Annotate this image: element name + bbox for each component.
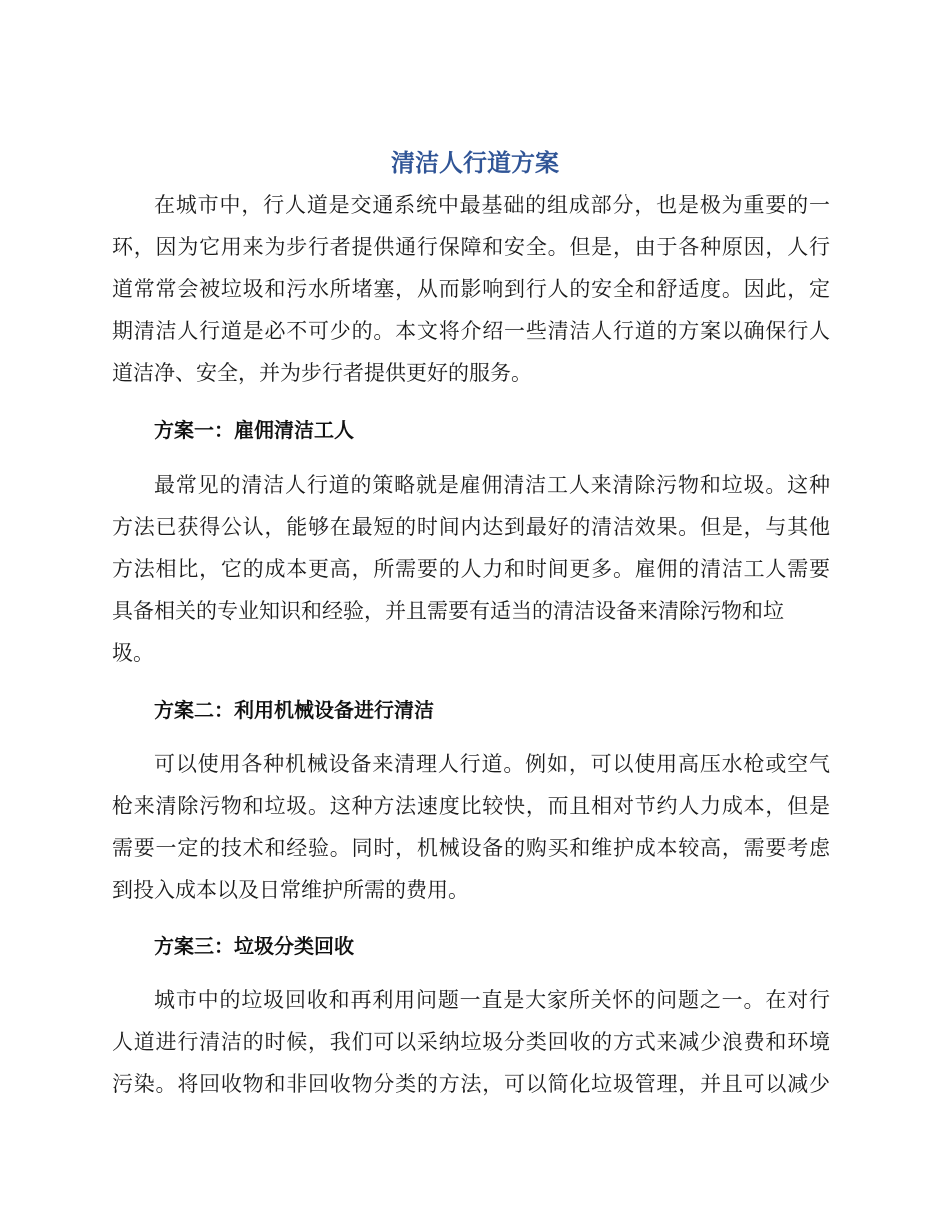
paragraph-line: 最常见的清洁人行道的策略就是雇佣清洁工人来清除污物和垃圾。这种 [154, 473, 830, 497]
paragraph-line: 环，因为它用来为步行者提供通行保障和安全。但是，由于各种原因，人行 [112, 235, 830, 259]
section-heading-2: 方案二：利用机械设备进行清洁 [154, 698, 434, 722]
paragraph-line: 圾。 [112, 641, 154, 665]
paragraph-line: 方法相比，它的成本更高，所需要的人力和时间更多。雇佣的清洁工人需要 [112, 557, 830, 581]
section-paragraph-3 [112, 979, 830, 1105]
paragraph-line: 可以使用各种机械设备来清理人行道。例如，可以使用高压水枪或空气 [154, 752, 830, 776]
paragraph-line: 需要一定的技术和经验。同时，机械设备的购买和维护成本较高，需要考虑 [112, 836, 830, 860]
document-title: 清洁人行道方案 [391, 149, 559, 177]
paragraph-line: 人道进行清洁的时候，我们可以采纳垃圾分类回收的方式来减少浪费和环境 [112, 1030, 830, 1054]
paragraph-line: 道常常会被垃圾和污水所堵塞，从而影响到行人的安全和舒适度。因此，定 [112, 277, 830, 301]
paragraph-line: 到投入成本以及日常维护所需的费用。 [112, 878, 469, 902]
section-heading-3: 方案三：垃圾分类回收 [154, 934, 354, 958]
paragraph-line: 具备相关的专业知识和经验，并且需要有适当的清洁设备来清除污物和垃 [112, 599, 784, 623]
paragraph-line: 方法已获得公认，能够在最短的时间内达到最好的清洁效果。但是，与其他 [112, 515, 830, 539]
paragraph-line: 期清洁人行道是必不可少的。本文将介绍一些清洁人行道的方案以确保行人 [112, 319, 830, 343]
section-paragraph-2 [112, 743, 830, 911]
paragraph-line: 道洁净、安全，并为步行者提供更好的服务。 [112, 361, 532, 385]
section-paragraph-1 [112, 464, 830, 674]
paragraph-line: 城市中的垃圾回收和再利用问题一直是大家所关怀的问题之一。在对行 [154, 988, 830, 1012]
intro-paragraph [112, 184, 830, 394]
section-heading-1: 方案一：雇佣清洁工人 [154, 418, 354, 442]
paragraph-line: 在城市中，行人道是交通系统中最基础的组成部分，也是极为重要的一 [154, 193, 830, 217]
paragraph-line: 枪来清除污物和垃圾。这种方法速度比较快，而且相对节约人力成本，但是 [112, 794, 830, 818]
paragraph-line: 污染。将回收物和非回收物分类的方法，可以简化垃圾管理，并且可以减少 [112, 1072, 830, 1096]
